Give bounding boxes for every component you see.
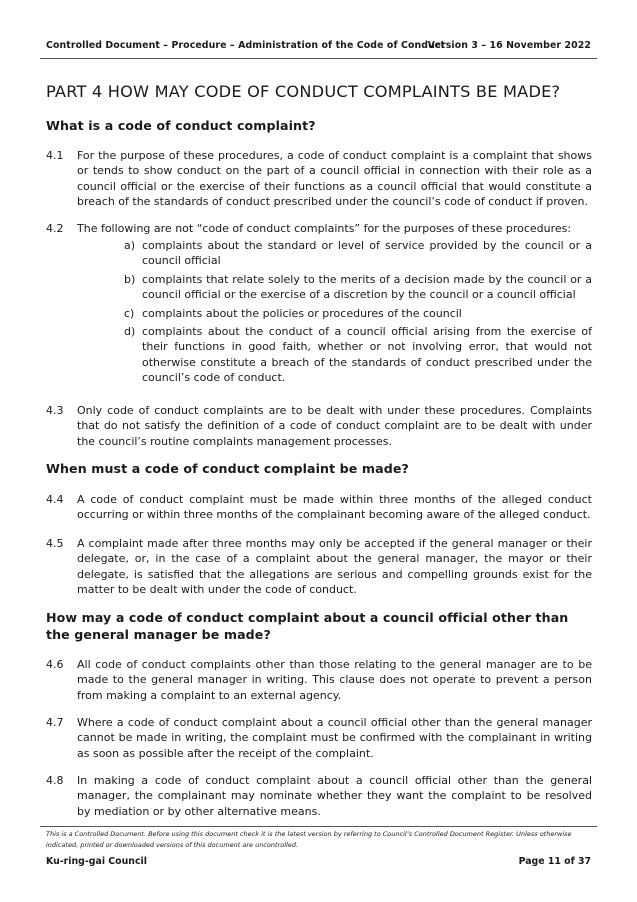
clause-number: 4.4 bbox=[46, 493, 64, 506]
list-item bbox=[124, 306, 592, 321]
clause-number: 4.8 bbox=[46, 774, 64, 787]
list-item-letter: d) bbox=[124, 325, 136, 338]
list-item-text: complaints about the standard or level of service provided by the council or a council official bbox=[142, 239, 592, 268]
clause-text: Only code of conduct complaints are to be dealt with under these procedures. Complaints that do not satisfy the definition of a code of conduct complaint are to be dealt with under the council’s routine complaints management processes. bbox=[77, 404, 592, 448]
clause-4-8 bbox=[46, 773, 592, 819]
clause-text: The following are not “code of conduct complaints” for the purposes of these procedures: bbox=[77, 222, 572, 235]
clause-text: A code of conduct complaint must be made within three months of the alleged conduct occurring or within three months of the complainant becoming aware of the alleged conduct. bbox=[77, 493, 592, 522]
clause-text: Where a code of conduct complaint about a council official other than the general manager cannot be made in writing, the complaint must be confirmed with the complainant in writing as soon as possible after the receipt of the complaint. bbox=[77, 716, 592, 760]
list-item-text: complaints about the policies or procedures of the council bbox=[142, 307, 462, 320]
controlled-document-notice: This is a Controlled Document. Before using this document check it is the latest version by referring to Council’s Controlled Document Register. Unless otherwise indicated, printed or downloaded versions of this document are uncontrolled. bbox=[46, 830, 572, 849]
list-item-letter: c) bbox=[124, 307, 135, 320]
clause-number: 4.7 bbox=[46, 716, 64, 729]
clause-4-6 bbox=[46, 657, 592, 703]
clause-text: For the purpose of these procedures, a code of conduct complaint is a complaint that shows or tends to show conduct on the part of a council official in connection with their role as a council official or the exercise of their functions as a council official that would constitute a breach of the standards of conduct prescribed under the council’s code of conduct if proven. bbox=[77, 149, 592, 209]
page-number: Page 11 of 37 bbox=[518, 856, 591, 867]
list-item bbox=[124, 324, 592, 386]
clause-4-5 bbox=[46, 536, 592, 598]
section-heading: How may a code of conduct complaint about a council official other than the general manager be made? bbox=[46, 610, 569, 642]
clause-text: In making a code of conduct complaint about a council official other than the general manager, the complainant may nominate whether they want the complaint to be resolved by mediation or by other alternative means. bbox=[77, 774, 592, 818]
clause-number: 4.5 bbox=[46, 537, 64, 550]
page-header bbox=[46, 40, 591, 54]
clause-text: All code of conduct complaints other than those relating to the general manager are to be made to the general manager in writing. This clause does not operate to prevent a person from making a complaint to an external agency. bbox=[77, 658, 592, 702]
footer-divider bbox=[40, 826, 597, 827]
list-item-text: complaints that relate solely to the merits of a decision made by the council or a council official or the exercise of a discretion by the council or a council official bbox=[142, 273, 592, 302]
clause-number: 4.6 bbox=[46, 658, 64, 671]
clause-4-7 bbox=[46, 715, 592, 761]
list-item-letter: b) bbox=[124, 273, 136, 286]
list-item bbox=[124, 238, 592, 269]
clause-number: 4.2 bbox=[46, 222, 64, 235]
clause-number: 4.1 bbox=[46, 149, 64, 162]
header-version: Version 3 – 16 November 2022 bbox=[427, 40, 591, 51]
list-item-letter: a) bbox=[124, 239, 136, 252]
list-item-text: complaints about the conduct of a council official arising from the exercise of their functions in good faith, whether or not involving error, that would not otherwise constitute a breach of the standards of conduct prescribed under the council’s code of conduct. bbox=[142, 325, 592, 385]
section-heading: When must a code of conduct complaint be made? bbox=[46, 461, 409, 476]
header-document-title: Controlled Document – Procedure – Administration of the Code of Conduct bbox=[46, 40, 446, 51]
part-title: PART 4 HOW MAY CODE OF CONDUCT COMPLAINTS BE MADE? bbox=[46, 82, 561, 101]
clause-4-2 bbox=[46, 221, 592, 236]
clause-text: A complaint made after three months may only be accepted if the general manager or their delegate, or, in the case of a complaint about the general manager, the mayor or their delegate, is satisfied that the allegations are serious and compelling grounds exist for the matter to be dealt with under the code of conduct. bbox=[77, 537, 592, 597]
clause-4-4 bbox=[46, 492, 592, 523]
organization-name: Ku-ring-gai Council bbox=[46, 856, 147, 867]
clause-number: 4.3 bbox=[46, 404, 64, 417]
section-heading: What is a code of conduct complaint? bbox=[46, 118, 316, 133]
header-divider bbox=[40, 58, 597, 59]
clause-4-3 bbox=[46, 403, 592, 449]
list-item bbox=[124, 272, 592, 303]
clause-4-1 bbox=[46, 148, 592, 210]
